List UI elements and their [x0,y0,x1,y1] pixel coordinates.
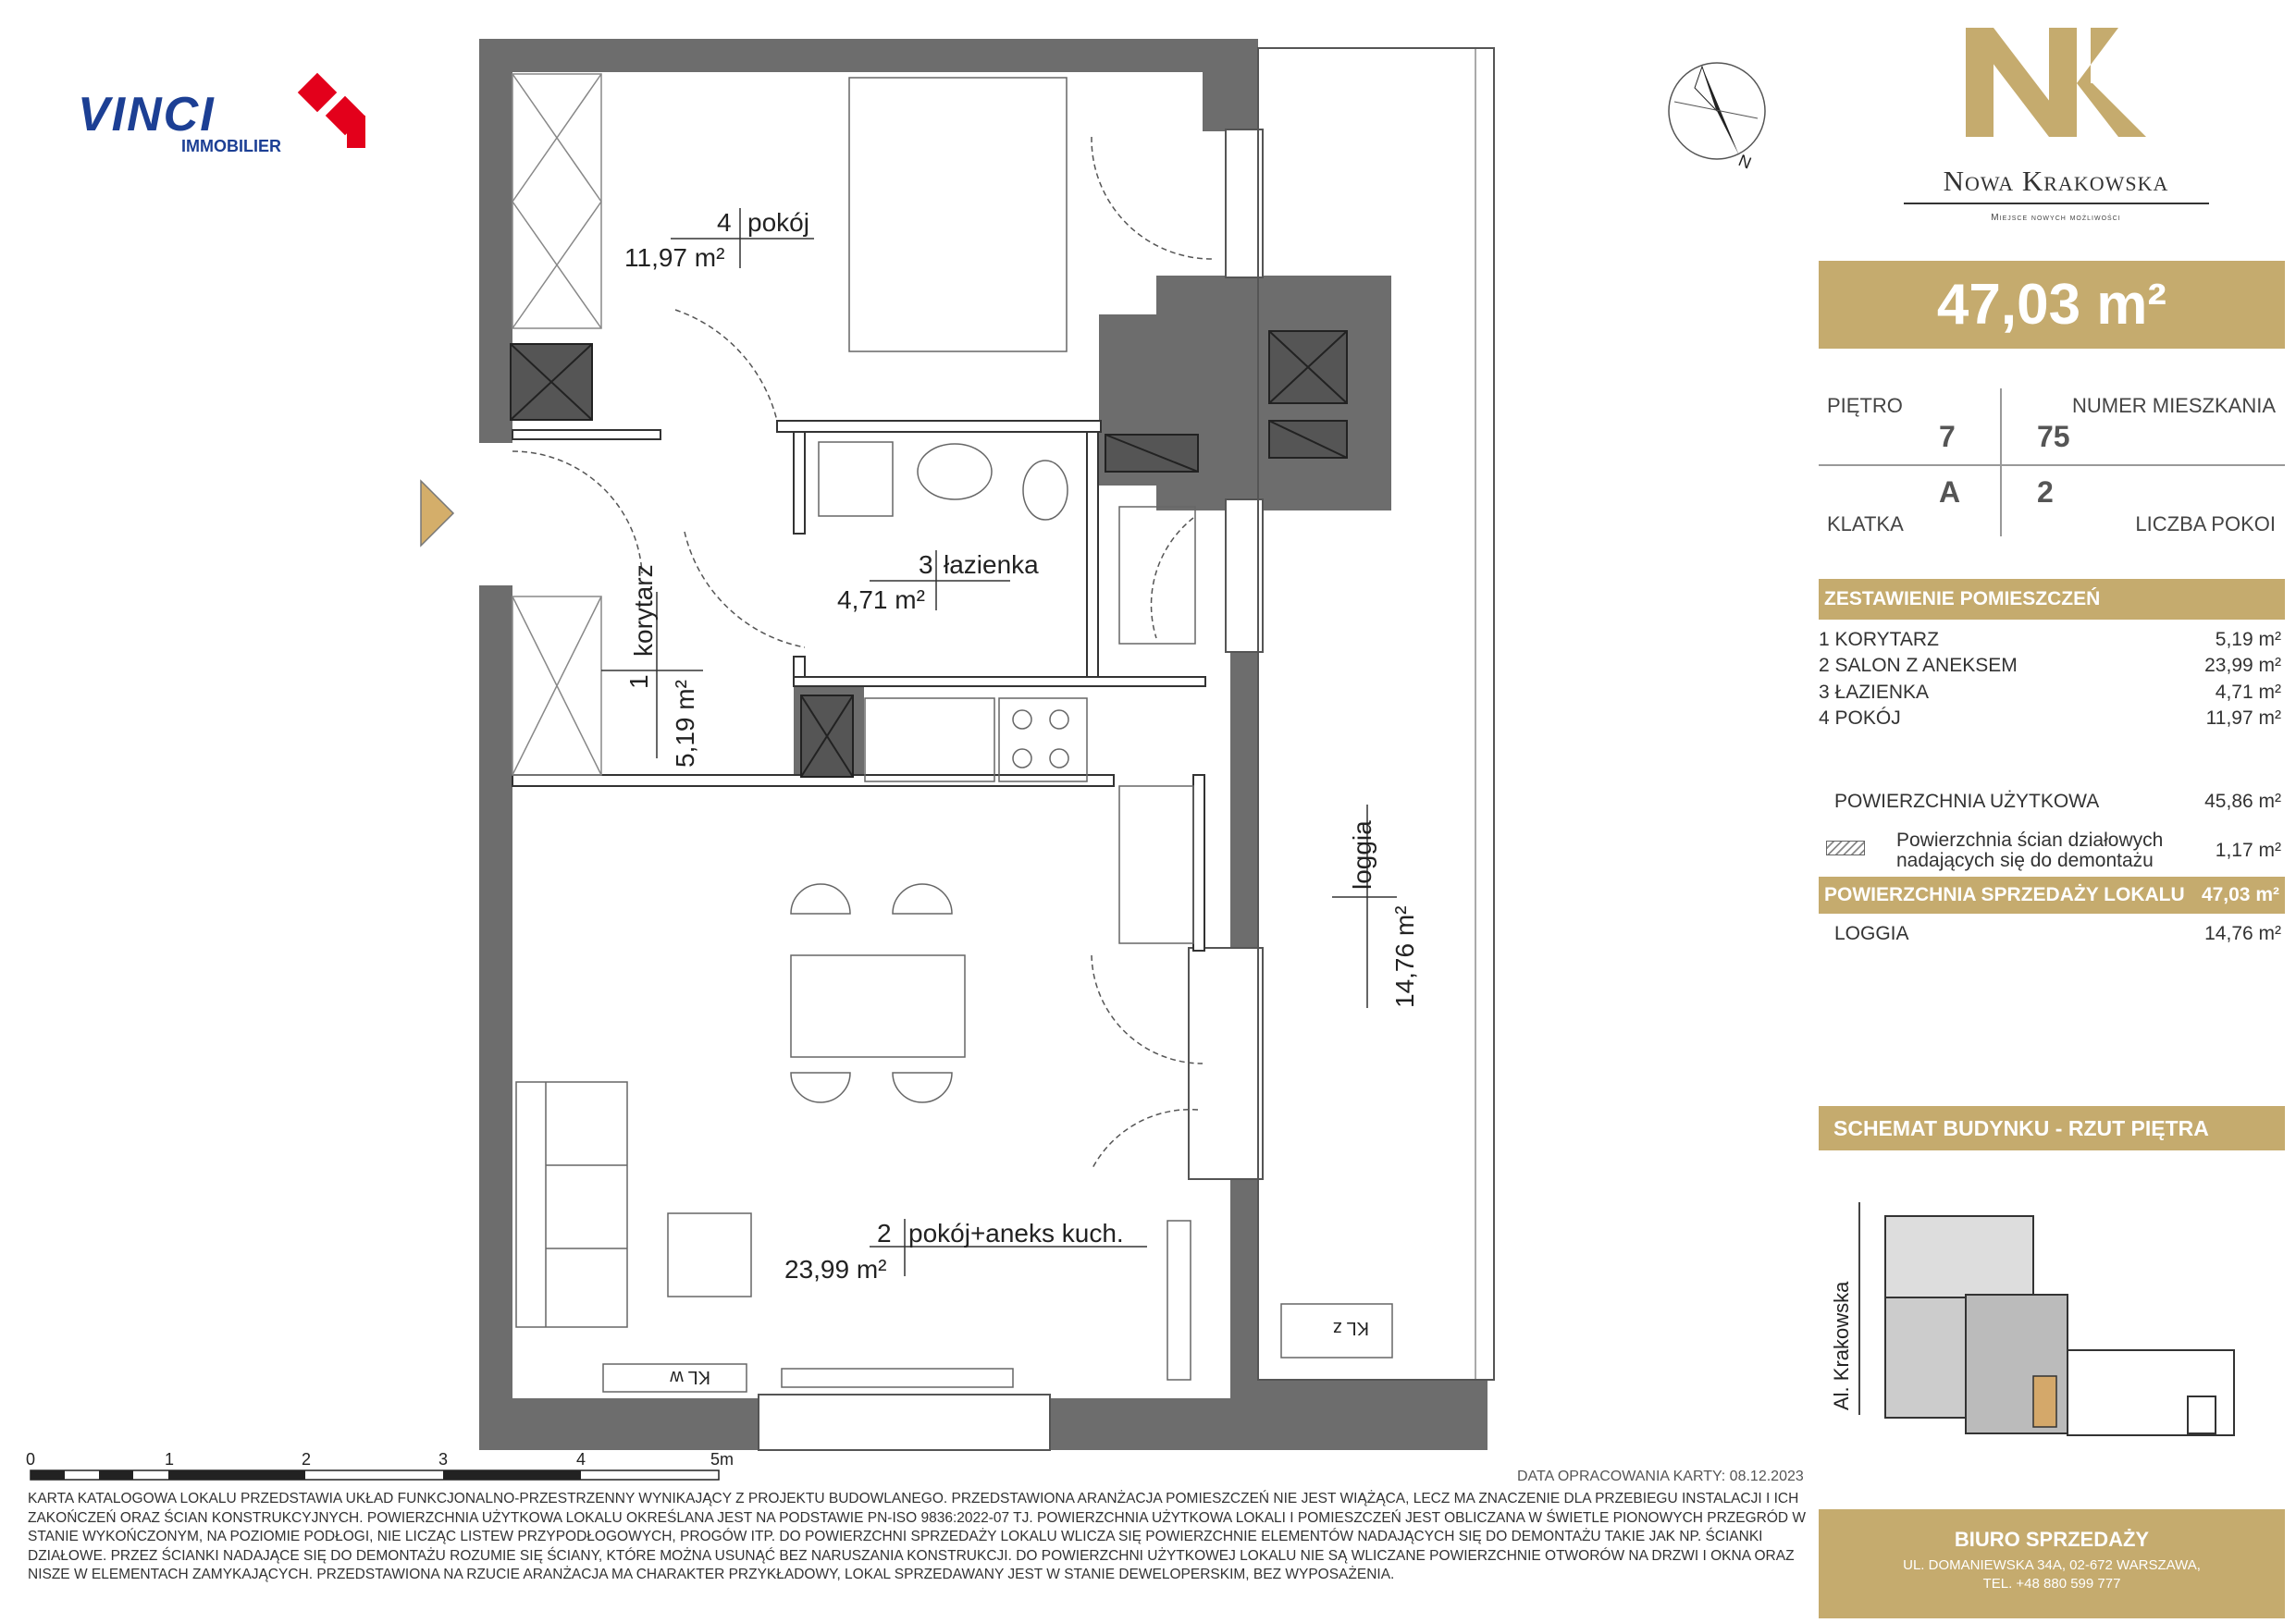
sales-office-phone: TEL. +48 880 599 777 [1982,1576,2121,1592]
room-row-2 [1819,655,2281,677]
scale-1: 1 [165,1450,175,1469]
room4-area: 11,97 m² [624,243,725,272]
compass-n: N [1735,151,1755,173]
room-name: 2 SALON Z ANEKSEM [1819,655,2018,676]
room-name: 1 KORYTARZ [1819,629,1939,650]
sales-office-title: BIURO SPRZEDAŻY [1954,1528,2150,1551]
wardrobes [512,74,601,775]
scale-4: 4 [576,1450,586,1469]
entrance-opening [475,443,516,585]
plan-text [26,151,1853,1469]
partition-walls-label-1: Powierzchnia ścian działowych [1896,830,2164,851]
room-row-1 [1819,629,2281,651]
entrance-arrow [421,481,453,546]
loggia-outline [1258,48,1494,1380]
staircase-label: KLATKA [1827,512,1904,535]
date-label: DATA OPRACOWANIA KARTY: 08.12.2023 [1517,1469,1804,1484]
rooms-count-value: 2 [2037,475,2054,509]
room-area: 11,97 m² [2205,707,2281,729]
klw-label: KL w [670,1367,710,1387]
room2-area: 23,99 m² [784,1255,887,1284]
schema-header [1819,1106,2285,1150]
rooms-count-label: LICZBA POKOI [2135,512,2276,535]
partition-walls [512,421,1205,951]
partition-walls-value: 1,17 m² [2215,840,2281,861]
doors [512,137,1212,1170]
vinci-sub: IMMOBILIER [181,137,281,155]
room-row-3 [1819,682,2281,704]
room-area: 4,71 m² [2215,682,2281,703]
rooms-header [1819,579,2285,620]
total-area-value: 47,03 m² [1936,273,2167,337]
total-area-badge [1819,261,2285,349]
klz-label: KL z [1332,1318,1369,1338]
loggia-row [1834,923,2281,945]
room-area: 5,19 m² [2215,629,2281,650]
schema-header-text: SCHEMAT BUDYNKU - RZUT PIĘTRA [1833,1116,2209,1140]
room3-num: 3 [919,550,933,579]
scale-5: 5m [710,1450,734,1469]
apartment-number-value: 75 [2037,420,2070,453]
building-schema [1859,1202,2234,1435]
loggia-value: 14,76 m² [2204,923,2281,944]
sales-area-label: POWIERZCHNIA SPRZEDAŻY LOKALU [1824,884,2185,905]
room4-name: pokój [747,208,809,237]
scale-bar [31,1470,719,1480]
room-area: 23,99 m² [2204,655,2281,676]
room1-name: korytarz [629,564,658,657]
floor-value: 7 [1939,420,1956,453]
disclaimer: KARTA KATALOGOWA LOKALU PRZEDSTAWIA UKŁAD FUNKCJONALNO-PRZESTRZENNY WYNIKAJĄCY Z PROJEKTU BUDOWLANEGO. PRZEDSTAWIONA ARANŻACJA POMIESZCZEŃ NIE JEST WIĄŻĄCA, LECZ MA ZNACZENIE DLA PRZEBIEGU INSTALACJI I ICH ZAKOŃCZEŃ ORAZ ŚCIAN KONSTRUKCYJNYCH. POWIERZCHNIA UŻYTKOWA LOKALU OKREŚLANA JEST NA PODSTAWIE PN-ISO 9836:2022-07 TJ. POWIERZCHNIA UŻYTKOWA LOKALI I POMIESZCZEŃ JEST OBLICZANA W ŚWIETLE PIONOWYCH PRZEGRÓD W STANIE WYKOŃCZONYM, NA POZIOMIE PODŁOGI, NIE LICZĄC LISTEW PRZYPODŁOGOWYCH, PROGÓW ITP. DO POWIERZCHNI SPRZEDAŻY LOKALU WLICZA SIĘ POWIERZCHNIE ELEMENTÓW NADAJĄCYCH SIĘ DO DEMONTAŻU TAKIE JAK NP. ŚCIANKI DZIAŁOWE. PRZEZ ŚCIANKI NADAJĄCE SIĘ DO DEMONTAŻU ROZUMIE SIĘ ŚCIANY, KTÓRE MOŻNA USUNĄĆ BEZ NARUSZANIA KONSTRUKCJI. DO POWIERZCHNI UŻYTKOWEJ LOKALU NIE SĄ WLICZANE POWIERZCHNIE OTWORÓW NA DRZWI I OKNA ORAZ NISZE W ELEMENTACH ZAMYKAJĄCYCH. PRZEDSTAWIONA NA RZUCIE ARANŻACJA MA CHARAKTER PRZYKŁADOWY, LOKAL SPRZEDAWANY JEST W STANIE DEWELOPERSKIM, BEZ WYPOSAŻENIA. [28,1491,1807,1582]
sales-area-bar [1819,877,2285,914]
room2-name: pokój+aneks kuch. [908,1219,1124,1248]
info-divider-h [1819,464,2285,466]
info-grid [1819,379,2285,536]
apartment-number-label: NUMER MIESZKANIA [2071,394,2276,417]
room2-num: 2 [877,1219,892,1248]
room3-name: łazienka [944,550,1039,579]
room4-num: 4 [717,208,732,237]
staircase-value: A [1939,475,1961,509]
partition-walls-row [1826,830,2281,874]
scale-0: 0 [26,1450,36,1469]
project-name: Nowa Krakowska [1943,165,2169,197]
loggia-area: 14,76 m² [1390,905,1419,1008]
sales-office-box [1819,1509,2285,1618]
compass-icon [1669,63,1765,159]
room-row-4 [1819,707,2281,730]
sales-area-value: 47,03 m² [2201,884,2279,905]
vinci-logo [78,88,309,155]
scale-3: 3 [438,1450,449,1469]
room3-area: 4,71 m² [837,585,925,614]
partition-walls-label-2: nadających się do demontażu [1896,850,2154,871]
floor-label: PIĘTRO [1827,394,1903,417]
room-name: 4 POKÓJ [1819,707,1901,729]
room1-area: 5,19 m² [671,680,699,768]
hatch-swatch [1826,841,1865,855]
usable-area-value: 45,86 m² [2204,791,2281,812]
loggia-name: loggia [1348,820,1376,890]
project-tagline: Miejsce nowych możliwości [1991,213,2121,223]
usable-area-row [1834,791,2281,813]
sales-office-address: UL. DOMANIEWSKA 34A, 02-672 WARSZAWA, [1903,1557,2201,1573]
room-name: 3 ŁAZIENKA [1819,682,1930,703]
rooms-header-text: ZESTAWIENIE POMIESZCZEŃ [1824,588,2101,609]
info-divider-v [2000,388,2002,536]
room1-num: 1 [624,674,653,689]
usable-area-label: POWIERZCHNIA UŻYTKOWA [1834,791,2100,812]
vinci-wordmark: VINCI [78,88,216,141]
loggia-label: LOGGIA [1834,923,1909,944]
scale-2: 2 [302,1450,312,1469]
street-label: Al. Krakowska [1830,1281,1853,1410]
